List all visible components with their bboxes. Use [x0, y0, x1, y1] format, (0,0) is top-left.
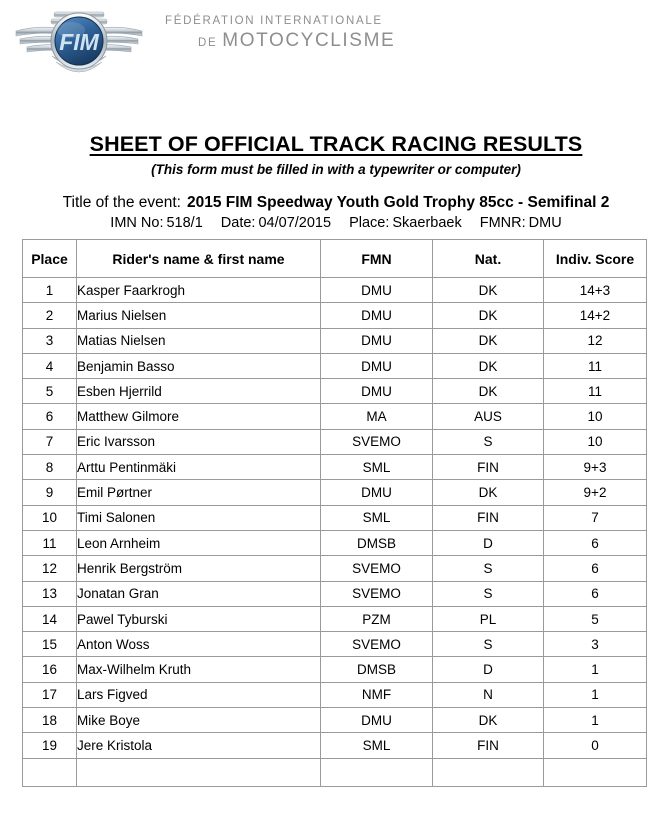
- result-place: 16: [23, 657, 77, 682]
- result-score: 5: [544, 606, 647, 631]
- event-imn-value: 518/1: [166, 215, 203, 231]
- result-nat: D: [433, 530, 544, 555]
- result-place: 6: [23, 404, 77, 429]
- result-nat: FIN: [433, 505, 544, 530]
- result-score: 11: [544, 353, 647, 378]
- result-place: 5: [23, 379, 77, 404]
- result-fmn: SVEMO: [321, 581, 433, 606]
- result-nat: DK: [433, 353, 544, 378]
- result-fmn: SML: [321, 733, 433, 758]
- result-nat: DK: [433, 328, 544, 353]
- event-title-label: Title of the event:: [62, 194, 181, 211]
- page-title: SHEET OF OFFICIAL TRACK RACING RESULTS: [89, 132, 583, 156]
- fim-logo: [14, 4, 144, 82]
- result-rider-name: Arttu Pentinmäki: [77, 455, 321, 480]
- title-block: [0, 132, 672, 177]
- result-fmn: MA: [321, 404, 433, 429]
- result-rider-name: Matthew Gilmore: [77, 404, 321, 429]
- wordmark-de: DE: [198, 36, 218, 49]
- table-row: [23, 606, 647, 631]
- result-score: [544, 758, 647, 786]
- result-place: 17: [23, 682, 77, 707]
- result-score: 1: [544, 657, 647, 682]
- result-nat: FIN: [433, 733, 544, 758]
- result-place: 14: [23, 606, 77, 631]
- result-nat: N: [433, 682, 544, 707]
- result-score: 10: [544, 404, 647, 429]
- result-place: 12: [23, 556, 77, 581]
- event-imn: [110, 215, 207, 231]
- result-rider-name: Timi Salonen: [77, 505, 321, 530]
- result-rider-name: Pawel Tyburski: [77, 606, 321, 631]
- result-place: 19: [23, 733, 77, 758]
- wordmark-motocyclisme: MOTOCYCLISME: [222, 29, 396, 51]
- result-score: 12: [544, 328, 647, 353]
- event-title-value: 2015 FIM Speedway Youth Gold Trophy 85cc - Semifinal 2: [186, 194, 610, 211]
- logo-fim-text: FIM: [59, 29, 99, 55]
- result-rider-name: Mike Boye: [77, 708, 321, 733]
- result-place: 18: [23, 708, 77, 733]
- column-header-name: Rider's name & first name: [77, 240, 321, 278]
- result-place: 3: [23, 328, 77, 353]
- result-score: 1: [544, 708, 647, 733]
- result-nat: DK: [433, 303, 544, 328]
- table-row: [23, 455, 647, 480]
- result-nat: S: [433, 556, 544, 581]
- result-fmn: NMF: [321, 682, 433, 707]
- table-row: [23, 429, 647, 454]
- table-row: [23, 303, 647, 328]
- result-place: 4: [23, 353, 77, 378]
- event-fmnr: [480, 215, 562, 231]
- page-subtitle: (This form must be filled in with a typewriter or computer): [151, 162, 521, 177]
- result-rider-name: Anton Woss: [77, 632, 321, 657]
- result-nat: FIN: [433, 455, 544, 480]
- result-rider-name: Max-Wilhelm Kruth: [77, 657, 321, 682]
- event-place-label: Place:: [349, 215, 390, 231]
- result-rider-name: Emil Pørtner: [77, 480, 321, 505]
- result-place: 9: [23, 480, 77, 505]
- table-row: [23, 632, 647, 657]
- result-rider-name: Kasper Faarkrogh: [77, 278, 321, 303]
- table-row: [23, 328, 647, 353]
- result-fmn: SVEMO: [321, 556, 433, 581]
- result-rider-name: Matias Nielsen: [77, 328, 321, 353]
- result-rider-name: Leon Arnheim: [77, 530, 321, 555]
- event-meta-line: [0, 215, 672, 231]
- result-place: 2: [23, 303, 77, 328]
- column-header-nat: Nat.: [433, 240, 544, 278]
- table-body: [23, 278, 647, 787]
- result-place: 7: [23, 429, 77, 454]
- table-row: [23, 379, 647, 404]
- event-date: [221, 215, 335, 231]
- result-score: 14+2: [544, 303, 647, 328]
- event-fmnr-value: DMU: [528, 215, 562, 231]
- result-fmn: DMU: [321, 328, 433, 353]
- result-nat: PL: [433, 606, 544, 631]
- result-nat: AUS: [433, 404, 544, 429]
- result-rider-name: Henrik Bergström: [77, 556, 321, 581]
- result-fmn: PZM: [321, 606, 433, 631]
- event-info: [0, 194, 672, 231]
- result-nat: [433, 758, 544, 786]
- result-fmn: DMU: [321, 353, 433, 378]
- event-place: [349, 215, 466, 231]
- table-row: [23, 581, 647, 606]
- result-rider-name: Jere Kristola: [77, 733, 321, 758]
- result-rider-name: Jonatan Gran: [77, 581, 321, 606]
- result-nat: DK: [433, 278, 544, 303]
- results-table: [22, 239, 647, 787]
- column-header-place: Place: [23, 240, 77, 278]
- table-row: [23, 682, 647, 707]
- result-nat: S: [433, 581, 544, 606]
- result-rider-name: Esben Hjerrild: [77, 379, 321, 404]
- result-place: 13: [23, 581, 77, 606]
- result-fmn: SVEMO: [321, 429, 433, 454]
- result-nat: DK: [433, 379, 544, 404]
- result-score: 0: [544, 733, 647, 758]
- result-fmn: DMU: [321, 303, 433, 328]
- event-title-line: [0, 194, 672, 212]
- result-score: 1: [544, 682, 647, 707]
- result-nat: S: [433, 429, 544, 454]
- result-rider-name: Benjamin Basso: [77, 353, 321, 378]
- result-fmn: DMU: [321, 379, 433, 404]
- table-row: [23, 480, 647, 505]
- result-fmn: DMU: [321, 708, 433, 733]
- table-row: [23, 278, 647, 303]
- document-header: [0, 0, 672, 88]
- column-header-score: Indiv. Score: [544, 240, 647, 278]
- results-table-container: [22, 239, 646, 787]
- result-score: 7: [544, 505, 647, 530]
- result-score: 6: [544, 530, 647, 555]
- table-row: [23, 657, 647, 682]
- result-fmn: DMSB: [321, 530, 433, 555]
- result-rider-name: Lars Figved: [77, 682, 321, 707]
- wordmark-line-1: FÉDÉRATION INTERNATIONALE: [165, 15, 383, 27]
- event-date-value: 04/07/2015: [258, 215, 332, 231]
- result-place: 1: [23, 278, 77, 303]
- event-fmnr-label: FMNR:: [479, 215, 526, 231]
- result-score: 6: [544, 581, 647, 606]
- fim-wordmark: [165, 14, 395, 53]
- table-row: [23, 353, 647, 378]
- result-score: 11: [544, 379, 647, 404]
- table-row: [23, 708, 647, 733]
- result-place: 11: [23, 530, 77, 555]
- table-row: [23, 733, 647, 758]
- result-fmn: SVEMO: [321, 632, 433, 657]
- result-score: 9+3: [544, 455, 647, 480]
- result-place: 15: [23, 632, 77, 657]
- result-nat: S: [433, 632, 544, 657]
- result-nat: D: [433, 657, 544, 682]
- result-score: 14+3: [544, 278, 647, 303]
- result-place: [23, 758, 77, 786]
- result-score: 9+2: [544, 480, 647, 505]
- result-score: 3: [544, 632, 647, 657]
- result-nat: DK: [433, 708, 544, 733]
- result-place: 10: [23, 505, 77, 530]
- result-fmn: [321, 758, 433, 786]
- result-rider-name: Marius Nielsen: [77, 303, 321, 328]
- table-row: [23, 556, 647, 581]
- result-fmn: DMU: [321, 480, 433, 505]
- table-header-row: [23, 240, 647, 278]
- column-header-fmn: FMN: [321, 240, 433, 278]
- result-rider-name: [77, 758, 321, 786]
- result-fmn: DMSB: [321, 657, 433, 682]
- result-fmn: SML: [321, 505, 433, 530]
- table-row: [23, 404, 647, 429]
- event-date-label: Date:: [220, 215, 256, 231]
- table-header: [23, 240, 647, 278]
- table-row: [23, 758, 647, 786]
- result-score: 6: [544, 556, 647, 581]
- result-place: 8: [23, 455, 77, 480]
- event-place-value: Skaerbaek: [392, 215, 462, 231]
- result-rider-name: Eric Ivarsson: [77, 429, 321, 454]
- table-row: [23, 505, 647, 530]
- event-imn-label: IMN No:: [110, 215, 164, 231]
- result-fmn: SML: [321, 455, 433, 480]
- result-score: 10: [544, 429, 647, 454]
- table-row: [23, 530, 647, 555]
- result-fmn: DMU: [321, 278, 433, 303]
- result-nat: DK: [433, 480, 544, 505]
